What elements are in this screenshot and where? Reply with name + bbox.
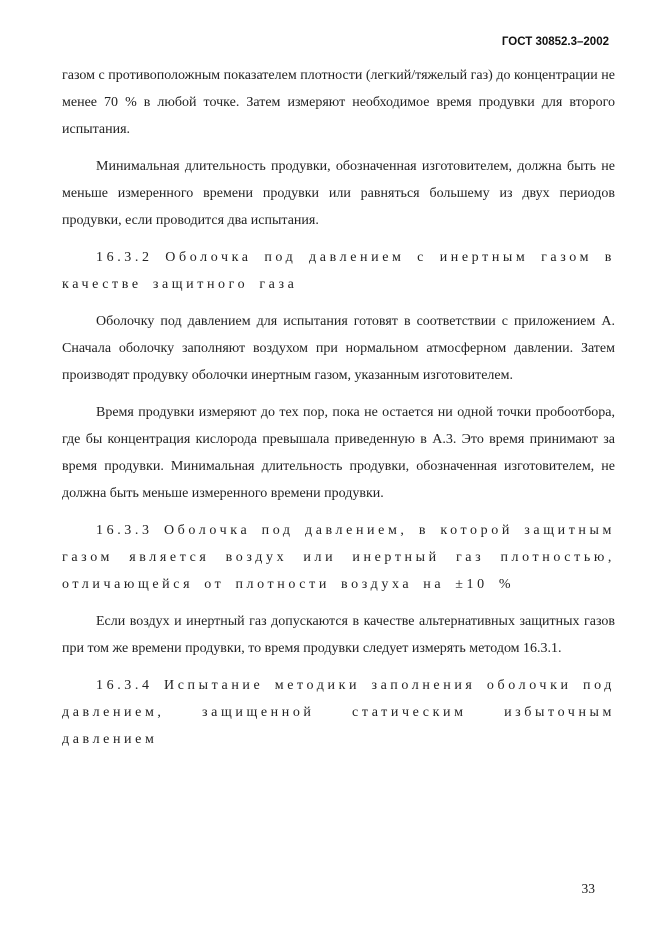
section-heading-16-3-2: 16.3.2 Оболочка под давлением с инертным газом в качестве защитного газа <box>62 250 615 292</box>
paragraph-preparation: Оболочку под давлением для испытания готовят в соответствии с приложением А. Сначала оболочку заполняют воздухом при нормальном атмосферном давлении. Затем производят продувку оболочки инертным газом, указанным изготовителем. <box>62 314 615 383</box>
section-heading-16-3-4: 16.3.4 Испытание методики заполнения оболочки под давлением, защищенной статическим избыточным давлением <box>62 678 615 747</box>
paragraph-continuation: газом с противоположным показателем плотности (легкий/тяжелый газ) до концентрации не менее 70 % в любой точке. Затем измеряют необходимое время продувки для второго испытания. <box>62 68 615 137</box>
paragraph-min-duration: Минимальная длительность продувки, обозначенная изготовителем, должна быть не меньше измеренного времени продувки или равняться большему из двух периодов продувки, если проводится два испытания. <box>62 159 615 228</box>
page-number: 33 <box>581 881 595 896</box>
paragraph-purge-time: Время продувки измеряют до тех пор, пока не остается ни одной точки пробоотбора, где бы концентрация кислорода превышала приведенную в А.3. Это время принимают за время продувки. Минимальная длительность продувки, обозначенная изготовителем, не должна быть меньше измеренного времени продувки. <box>62 405 615 501</box>
paragraph-alternative-gases: Если воздух и инертный газ допускаются в качестве альтернативных защитных газов при том же времени продувки, то время продувки следует измерять методом 16.3.1. <box>62 614 615 656</box>
section-heading-16-3-3: 16.3.3 Оболочка под давлением, в которой защитным газом является воздух или инертный газ плотностью, отличающейся от плотности воздуха на ±10 % <box>62 523 615 592</box>
document-body <box>62 62 615 753</box>
document-code: ГОСТ 30852.3–2002 <box>501 36 609 48</box>
